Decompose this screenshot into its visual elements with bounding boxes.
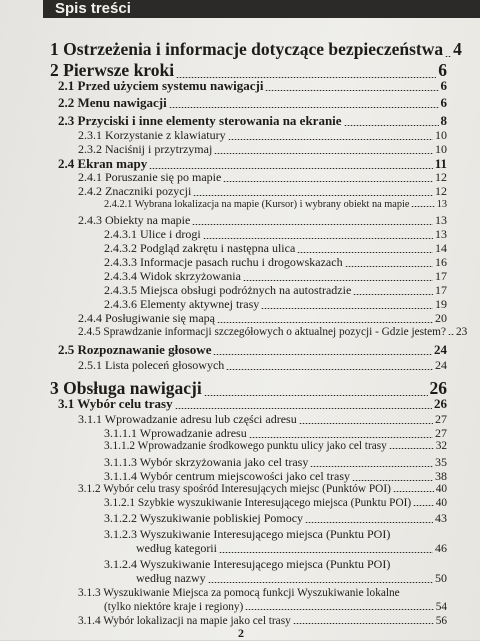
toc-entry-label: 2.4 Ekran mapy — [58, 156, 148, 171]
toc-entry[interactable] — [78, 615, 447, 627]
toc-leader — [169, 107, 439, 108]
toc-entry-page: 13 — [436, 199, 447, 210]
header-title: Spis treści — [55, 0, 131, 17]
toc-leader — [203, 238, 433, 239]
toc-entry-page: 20 — [435, 311, 447, 325]
toc-entry[interactable] — [78, 128, 447, 143]
toc-leader — [243, 280, 433, 281]
toc-entry[interactable] — [104, 199, 447, 210]
toc-entry-page: 32 — [435, 440, 447, 452]
toc-entry[interactable] — [104, 497, 447, 509]
toc-entry-page: 26 — [434, 396, 447, 411]
toc-entry-label: 2.4.5 Sprawdzanie informacji szczegółowych o aktualnej pozycji - Gdzie jestem? — [78, 326, 446, 338]
toc-entry[interactable] — [78, 213, 447, 228]
toc-entry-page: 11 — [434, 156, 447, 171]
toc-leader — [219, 552, 433, 553]
toc-entry[interactable] — [58, 113, 447, 129]
toc-entry[interactable] — [136, 571, 447, 586]
toc-entry-label: 2.4.3.4 Widok skrzyżowania — [104, 269, 241, 283]
toc-entry-label: (tylko niektóre kraje i regiony) — [104, 601, 244, 613]
toc-entry-label: 2.3.1 Korzystanie z klawiatury — [78, 128, 226, 142]
toc-entry-page: 43 — [435, 511, 447, 525]
toc-entry-label: 2.4.3.1 Ulice i drogi — [104, 227, 201, 241]
toc-entry[interactable] — [78, 142, 447, 157]
toc-entry-label: 2.5.1 Lista poleceń głosowych — [78, 358, 225, 372]
toc-entry-page: 24 — [434, 342, 447, 357]
toc-entry-page: 24 — [435, 358, 447, 372]
toc-entry-page: 17 — [435, 269, 447, 283]
toc-entry-label: 3.1.2.4 Wyszukiwanie Interesującego miejsca (Punktu POI) — [104, 557, 391, 571]
toc-leader — [265, 90, 438, 91]
toc-leader — [193, 195, 433, 196]
toc-entry-page: 46 — [435, 541, 447, 555]
toc-entry-page: 10 — [435, 128, 447, 142]
toc-entry-label: 2.2 Menu nawigacji — [58, 95, 167, 110]
toc-entry[interactable] — [58, 396, 447, 412]
toc-entry-page: 50 — [435, 571, 447, 585]
toc-entry-label: 1 Ostrzeżenia i informacje dotyczące bezpieczeństwa — [50, 39, 444, 59]
toc-entry-label: 3.1.3 Wyszukiwanie Miejsca za pomocą funkcji Wyszukiwanie lokalne — [78, 587, 400, 599]
page-number: 2 — [238, 626, 244, 640]
toc-entry-label: 3.1.2.1 Szybkie wyszukiwanie Interesującego miejsca (Punktu POI) — [104, 497, 412, 509]
toc-entry[interactable] — [104, 269, 447, 284]
toc-entry[interactable] — [78, 170, 447, 185]
toc-entry-label: 3.1.2.2 Wyszukiwanie pobliskiej Pomocy — [104, 511, 304, 525]
toc-entry-label: 2.3 Przyciski i inne elementy sterowania na ekranie — [58, 113, 342, 128]
toc-entry-page: 35 — [435, 455, 447, 469]
toc-entry-label: 2.4.1 Poruszanie się po mapie — [78, 170, 222, 184]
toc-entry[interactable] — [104, 227, 447, 242]
toc-entry-label: 3.1.2 Wybór celu trasy spośród Interesujących miejsc (Punktów POI) — [78, 483, 391, 495]
toc-leader — [175, 408, 432, 409]
toc-leader — [393, 491, 434, 492]
toc-entry-page: 13 — [435, 213, 447, 227]
toc-entry[interactable] — [104, 255, 447, 270]
toc-leader — [413, 505, 434, 506]
toc-entry-label: 3.1.4 Wybór lokalizacji na mapie jako cel trasy — [78, 615, 291, 627]
toc-entry[interactable] — [104, 440, 447, 452]
toc-leader — [208, 582, 433, 583]
toc-entry-label: 2.4.2.1 Wybrana lokalizacja na mapie (Kursor) i wybrany obiekt na mapie — [104, 199, 410, 210]
toc-entry-label: 2.4.2 Znaczniki pozycji — [78, 184, 192, 198]
toc-entry-label: 2.1 Przed użyciem systemu nawigacji — [58, 78, 264, 93]
toc-entry[interactable] — [78, 311, 447, 326]
toc-entry-page: 17 — [435, 283, 447, 297]
toc-leader — [293, 623, 434, 624]
toc-entry-label: 2.4.3.2 Podgląd zakrętu i następna ulica — [104, 241, 296, 255]
toc-leader — [411, 206, 434, 207]
toc-entry-label: 2.4.3.3 Informacje pasach ruchu i drogowskazach — [104, 255, 343, 269]
toc-leader — [149, 168, 432, 169]
toc-entry[interactable] — [78, 326, 468, 338]
toc-leader — [299, 423, 433, 424]
toc-leader — [297, 252, 433, 253]
toc-entry[interactable] — [58, 342, 447, 358]
toc-entry-label: 2.3.2 Naciśnij i przytrzymaj — [78, 142, 213, 156]
toc-entry-label: 2.4.3.5 Miejsca obsługi podróżnych na autostradzie — [104, 283, 352, 297]
toc-entry-label: 2.4.3 Obiekty na mapie — [78, 213, 191, 227]
toc-leader — [352, 480, 433, 481]
toc-entry-page: 16 — [435, 255, 447, 269]
toc-leader — [345, 266, 433, 267]
toc-entry-page: 27 — [435, 412, 447, 426]
toc-entry[interactable] — [58, 78, 447, 94]
toc-entry-page: 13 — [435, 227, 447, 241]
toc-entry[interactable] — [136, 541, 447, 556]
toc-entry-page: 12 — [435, 184, 447, 198]
toc-entry[interactable] — [104, 426, 447, 441]
toc-entry-label: według kategorii — [136, 541, 217, 555]
toc-entry[interactable] — [104, 601, 447, 613]
toc-entry[interactable] — [78, 483, 447, 495]
toc-entry[interactable] — [78, 184, 447, 199]
toc-entry-page: 54 — [435, 601, 447, 613]
toc-entry[interactable] — [78, 412, 447, 427]
toc-entry[interactable] — [58, 95, 447, 111]
toc-entry-label: 3.1.1.3 Wybór skrzyżowania jako cel trasy — [104, 455, 309, 469]
toc-leader — [445, 56, 451, 57]
toc-entry-label: 3.1.1.4 Wybór centrum miejscowości jako cel trasy — [104, 469, 350, 483]
toc-entry-page: 40 — [435, 497, 447, 509]
toc-leader — [214, 153, 433, 154]
toc-entry-page: 10 — [435, 142, 447, 156]
toc-entry[interactable] — [104, 469, 447, 484]
toc-leader — [448, 334, 454, 335]
toc-leader — [389, 448, 434, 449]
toc-entry[interactable] — [104, 455, 447, 470]
toc-entry-label: 2.4.3.6 Elementy aktywnej trasy — [104, 297, 260, 311]
toc-entry-page: 8 — [440, 113, 447, 128]
toc-entry-label: 3 Obsługa nawigacji — [50, 378, 202, 398]
toc-leader — [344, 125, 439, 126]
toc-leader — [261, 308, 433, 309]
toc-entry-label: 3.1.1 Wprowadzanie adresu lub części adresu — [78, 412, 297, 426]
toc-entry[interactable] — [104, 511, 447, 526]
toc-entry[interactable] — [104, 241, 447, 256]
toc-leader — [228, 139, 433, 140]
toc-leader — [353, 294, 433, 295]
toc-leader — [213, 354, 432, 355]
toc-entry-page: 23 — [455, 326, 468, 338]
toc-entry-page: 6 — [438, 60, 447, 80]
toc-entry[interactable] — [104, 297, 447, 312]
toc-entry-page: 40 — [435, 483, 447, 495]
toc-entry[interactable] — [104, 283, 447, 298]
toc-entry-page: 26 — [429, 378, 447, 398]
section-header — [43, 0, 480, 18]
toc-entry-label: według nazwy — [136, 571, 206, 585]
toc-leader — [245, 609, 433, 610]
toc-entry-page: 6 — [440, 95, 447, 110]
toc-entry-label: 2.4.4 Posługiwanie się mapą — [78, 311, 215, 325]
toc-leader — [223, 181, 433, 182]
toc-entry[interactable] — [50, 39, 462, 60]
toc-entry-label: 3.1.1.1 Wprowadzanie adresu — [104, 426, 247, 440]
toc-leader — [310, 466, 433, 467]
toc-leader — [226, 369, 433, 370]
toc-entry-page: 19 — [435, 297, 447, 311]
toc-entry-page: 14 — [435, 241, 447, 255]
toc-entry-page: 6 — [440, 78, 447, 93]
toc-entry-label: 3.1.2.3 Wyszukiwanie Interesującego miejsca (Punktu POI) — [104, 527, 391, 541]
toc-entry-page: 38 — [435, 469, 447, 483]
toc-leader — [192, 224, 433, 225]
toc-entry-label: 3.1.1.2 Wprowadzanie środkowego punktu ulicy jako cel trasy — [104, 440, 387, 452]
toc-entry[interactable] — [78, 358, 447, 373]
toc-entry-page: 56 — [435, 615, 447, 627]
toc-entry-label: 2 Pierwsze kroki — [50, 60, 175, 80]
toc-entry-page: 12 — [435, 170, 447, 184]
toc-leader — [217, 322, 433, 323]
toc-entry-label: 3.1 Wybór celu trasy — [58, 396, 173, 411]
toc-leader — [305, 522, 433, 523]
toc-entry-label: 2.5 Rozpoznawanie głosowe — [58, 342, 212, 357]
toc-leader — [249, 437, 433, 438]
toc-entry-page: 4 — [453, 39, 462, 59]
toc-entry-page: 27 — [435, 426, 447, 440]
